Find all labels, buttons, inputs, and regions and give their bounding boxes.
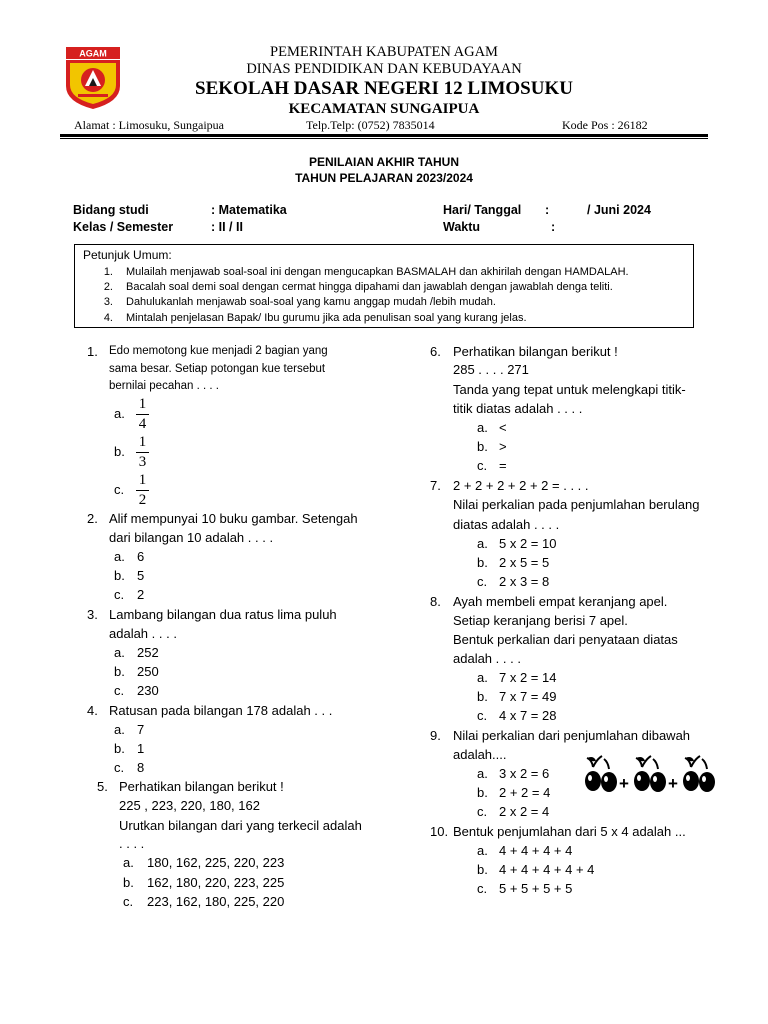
q7-text-line1: 2 + 2 + 2 + 2 + 2 = . . . .	[453, 478, 589, 493]
q5-number: 5.	[97, 779, 108, 794]
fraction-numerator: 1	[138, 472, 147, 488]
q5-option-a-label: a.	[123, 855, 134, 870]
q4-number: 4.	[87, 703, 98, 718]
instruction-number: 4.	[103, 312, 113, 324]
q10-option-a-label: a.	[477, 843, 488, 858]
fraction-denominator: 3	[138, 454, 147, 470]
q8-text-line3: Bentuk perkalian dari penyataan diatas	[453, 632, 678, 647]
q6-text-line2: 285 . . . . 271	[453, 362, 529, 377]
subject-label: Bidang studi	[73, 203, 149, 217]
q1-text-line2: sama besar. Setiap potongan kue tersebut	[109, 363, 326, 375]
q10-option-b-text: 4 + 4 + 4 + 4 + 4	[499, 862, 595, 877]
exam-title: PENILAIAN AKHIR TAHUN	[309, 155, 459, 169]
q2-text-line2: dari bilangan 10 adalah . . . .	[109, 530, 274, 545]
q7-text-line2: Nilai perkalian pada penjumlahan berulang	[453, 497, 700, 512]
q5-option-c-label: c.	[123, 894, 134, 909]
instruction-number: 2.	[103, 281, 113, 293]
instruction-text: Mintalah penjelasan Bapak/ Ibu gurumu jika ada penulisan soal yang kurang jelas.	[126, 312, 527, 324]
fruit-pair-icon	[634, 756, 666, 792]
q10-option-b-label: b.	[477, 862, 488, 877]
q7-option-a-label: a.	[477, 536, 488, 551]
q8-number: 8.	[430, 594, 441, 609]
q5-text-line3: Urutkan bilangan dari yang terkecil adalah	[119, 818, 362, 833]
school-address: Alamat : Limosuku, Sungaipua	[74, 118, 224, 132]
q2-option-b-label: b.	[114, 568, 125, 583]
q2-option-b-text: 5	[137, 568, 145, 583]
q8-option-a-text: 7 x 2 = 14	[499, 670, 557, 685]
q9-option-a-text: 3 x 2 = 6	[499, 766, 550, 781]
q9-option-b-text: 2 + 2 = 4	[499, 785, 551, 800]
q7-option-c-label: c.	[477, 574, 488, 589]
header-divider-thick	[60, 134, 708, 137]
q8-text-line2: Setiap keranjang berisi 7 apel.	[453, 613, 628, 628]
district-name: KECAMATAN SUNGAIPUA	[288, 101, 480, 117]
q3-option-a-label: a.	[114, 645, 125, 660]
day-date-label: Hari/ Tanggal	[443, 203, 522, 217]
q1-option-a-fraction	[136, 397, 149, 432]
q10-option-c-text: 5 + 5 + 5 + 5	[499, 881, 573, 896]
q1-option-b-label: b.	[114, 444, 125, 459]
q2-option-c-text: 2	[137, 587, 145, 602]
q8-text-line4: adalah . . . .	[453, 651, 521, 666]
q3-option-c-text: 230	[137, 683, 159, 698]
q2-number: 2.	[87, 511, 98, 526]
class-semester-value: : II / II	[211, 220, 243, 234]
q5-option-a-text: 180, 162, 225, 220, 223	[147, 855, 285, 870]
time-colon: :	[551, 220, 556, 234]
q5-text-line4: . . . .	[119, 836, 145, 851]
q1-option-c-label: c.	[114, 482, 125, 497]
q4-option-b-text: 1	[137, 741, 145, 756]
q6-text-line1: Perhatikan bilangan berikut !	[453, 344, 618, 359]
fruit-pair-icon	[585, 756, 617, 792]
instruction-number: 3.	[103, 296, 113, 308]
q4-option-c-label: c.	[114, 760, 125, 775]
q7-number: 7.	[430, 478, 441, 493]
q6-option-b-label: b.	[477, 439, 488, 454]
q4-option-b-label: b.	[114, 741, 125, 756]
time-label: Waktu	[443, 220, 481, 234]
q7-text-line3: diatas adalah . . . .	[453, 517, 560, 532]
q9-plus-sign: +	[619, 774, 629, 793]
instruction-text: Dahulukanlah menjawab soal-soal yang kamu anggap mudah /lebih mudah.	[126, 296, 496, 308]
instruction-text: Bacalah soal demi soal dengan cermat hingga dipahami dan jawablah dengan jawablah denga teliti.	[126, 281, 613, 293]
q1-option-a-label: a.	[114, 406, 125, 421]
q6-text-line3: Tanda yang tepat untuk melengkapi titik-	[453, 382, 686, 397]
q9-option-b-label: b.	[477, 785, 488, 800]
q2-option-a-text: 6	[137, 549, 145, 564]
subject-value: : Matematika	[211, 203, 287, 217]
school-name: SEKOLAH DASAR NEGERI 12 LIMOSUKU	[195, 78, 573, 99]
q7-option-b-text: 2 x 5 = 5	[499, 555, 550, 570]
instruction-text: Mulailah menjawab soal-soal ini dengan mengucapkan BASMALAH dan akhirilah dengan HAMDALAH.	[126, 266, 629, 278]
q2-option-a-label: a.	[114, 549, 125, 564]
q3-option-c-label: c.	[114, 683, 125, 698]
q8-option-c-label: c.	[477, 708, 488, 723]
q5-option-b-text: 162, 180, 220, 223, 225	[147, 875, 285, 890]
q6-option-c-label: c.	[477, 458, 488, 473]
q1-text-line3: bernilai pecahan . . . .	[109, 380, 219, 392]
q6-number: 6.	[430, 344, 441, 359]
q2-text-line1: Alif mempunyai 10 buku gambar. Setengah	[109, 511, 358, 526]
q6-option-a-text: <	[499, 420, 507, 435]
q1-text-line1: Edo memotong kue menjadi 2 bagian yang	[109, 345, 328, 357]
q1-option-c-fraction	[136, 473, 149, 508]
q9-option-c-text: 2 x 2 = 4	[499, 804, 550, 819]
q3-option-b-text: 250	[137, 664, 159, 679]
q10-text-line1: Bentuk penjumlahan dari 5 x 4 adalah ...	[453, 824, 686, 839]
q6-option-a-label: a.	[477, 420, 488, 435]
q4-option-c-text: 8	[137, 760, 145, 775]
q1-number: 1.	[87, 344, 98, 359]
q9-option-a-label: a.	[477, 766, 488, 781]
q5-option-c-text: 223, 162, 180, 225, 220	[147, 894, 285, 909]
q7-option-b-label: b.	[477, 555, 488, 570]
instructions-heading: Petunjuk Umum:	[83, 248, 172, 262]
q3-text-line2: adalah . . . .	[109, 626, 177, 641]
q7-option-c-text: 2 x 3 = 8	[499, 574, 550, 589]
fraction-numerator: 1	[138, 434, 147, 450]
q6-option-b-text: >	[499, 439, 507, 454]
q8-text-line1: Ayah membeli empat keranjang apel.	[453, 594, 668, 609]
q7-option-a-text: 5 x 2 = 10	[499, 536, 557, 551]
q10-option-c-label: c.	[477, 881, 488, 896]
fraction-denominator: 2	[138, 492, 147, 508]
q10-number: 10.	[430, 824, 449, 839]
q4-option-a-text: 7	[137, 722, 145, 737]
q5-text-line2: 225 , 223, 220, 180, 162	[119, 798, 260, 813]
q8-option-b-text: 7 x 7 = 49	[499, 689, 557, 704]
postal-code: Kode Pos : 26182	[562, 118, 648, 132]
q1-option-b-fraction	[136, 435, 149, 470]
q9-number: 9.	[430, 728, 441, 743]
q5-text-line1: Perhatikan bilangan berikut !	[119, 779, 284, 794]
q9-plus-sign: +	[668, 774, 678, 793]
q6-option-c-text: =	[499, 458, 507, 473]
q10-option-a-text: 4 + 4 + 4 + 4	[499, 843, 573, 858]
instructions-box	[74, 244, 694, 328]
government-header: PEMERINTAH KABUPATEN AGAM	[270, 44, 498, 60]
q5-option-b-label: b.	[123, 875, 134, 890]
q2-option-c-label: c.	[114, 587, 125, 602]
q8-option-a-label: a.	[477, 670, 488, 685]
q9-option-c-label: c.	[477, 804, 488, 819]
class-semester-label: Kelas / Semester	[73, 220, 174, 234]
q6-text-line4: titik diatas adalah . . . .	[453, 401, 583, 416]
q3-option-b-label: b.	[114, 664, 125, 679]
day-date-value: / Juni 2024	[587, 203, 651, 217]
q9-text-line2: adalah....	[453, 747, 507, 762]
q8-option-c-text: 4 x 7 = 28	[499, 708, 557, 723]
q3-text-line1: Lambang bilangan dua ratus lima puluh	[109, 607, 337, 622]
department-header: DINAS PENDIDIKAN DAN KEBUDAYAAN	[246, 61, 522, 77]
school-phone: Telp.Telp: (0752) 7835014	[306, 118, 435, 132]
q4-text-line1: Ratusan pada bilangan 178 adalah . . .	[109, 703, 333, 718]
fraction-numerator: 1	[138, 396, 147, 412]
school-emblem-logo	[64, 46, 122, 110]
exam-year: TAHUN PELAJARAN 2023/2024	[295, 171, 473, 185]
header-divider-thin	[60, 138, 708, 139]
day-date-colon: :	[545, 203, 550, 217]
fraction-denominator: 4	[138, 416, 147, 432]
logo-label: AGAM	[79, 48, 107, 59]
q9-text-line1: Nilai perkalian dari penjumlahan dibawah	[453, 728, 691, 743]
q8-option-b-label: b.	[477, 689, 488, 704]
q4-option-a-label: a.	[114, 722, 125, 737]
q3-option-a-text: 252	[137, 645, 159, 660]
q9-fruit-picture	[584, 755, 724, 795]
fruit-pair-icon	[683, 756, 715, 792]
instruction-number: 1.	[103, 266, 113, 278]
q3-number: 3.	[87, 607, 98, 622]
